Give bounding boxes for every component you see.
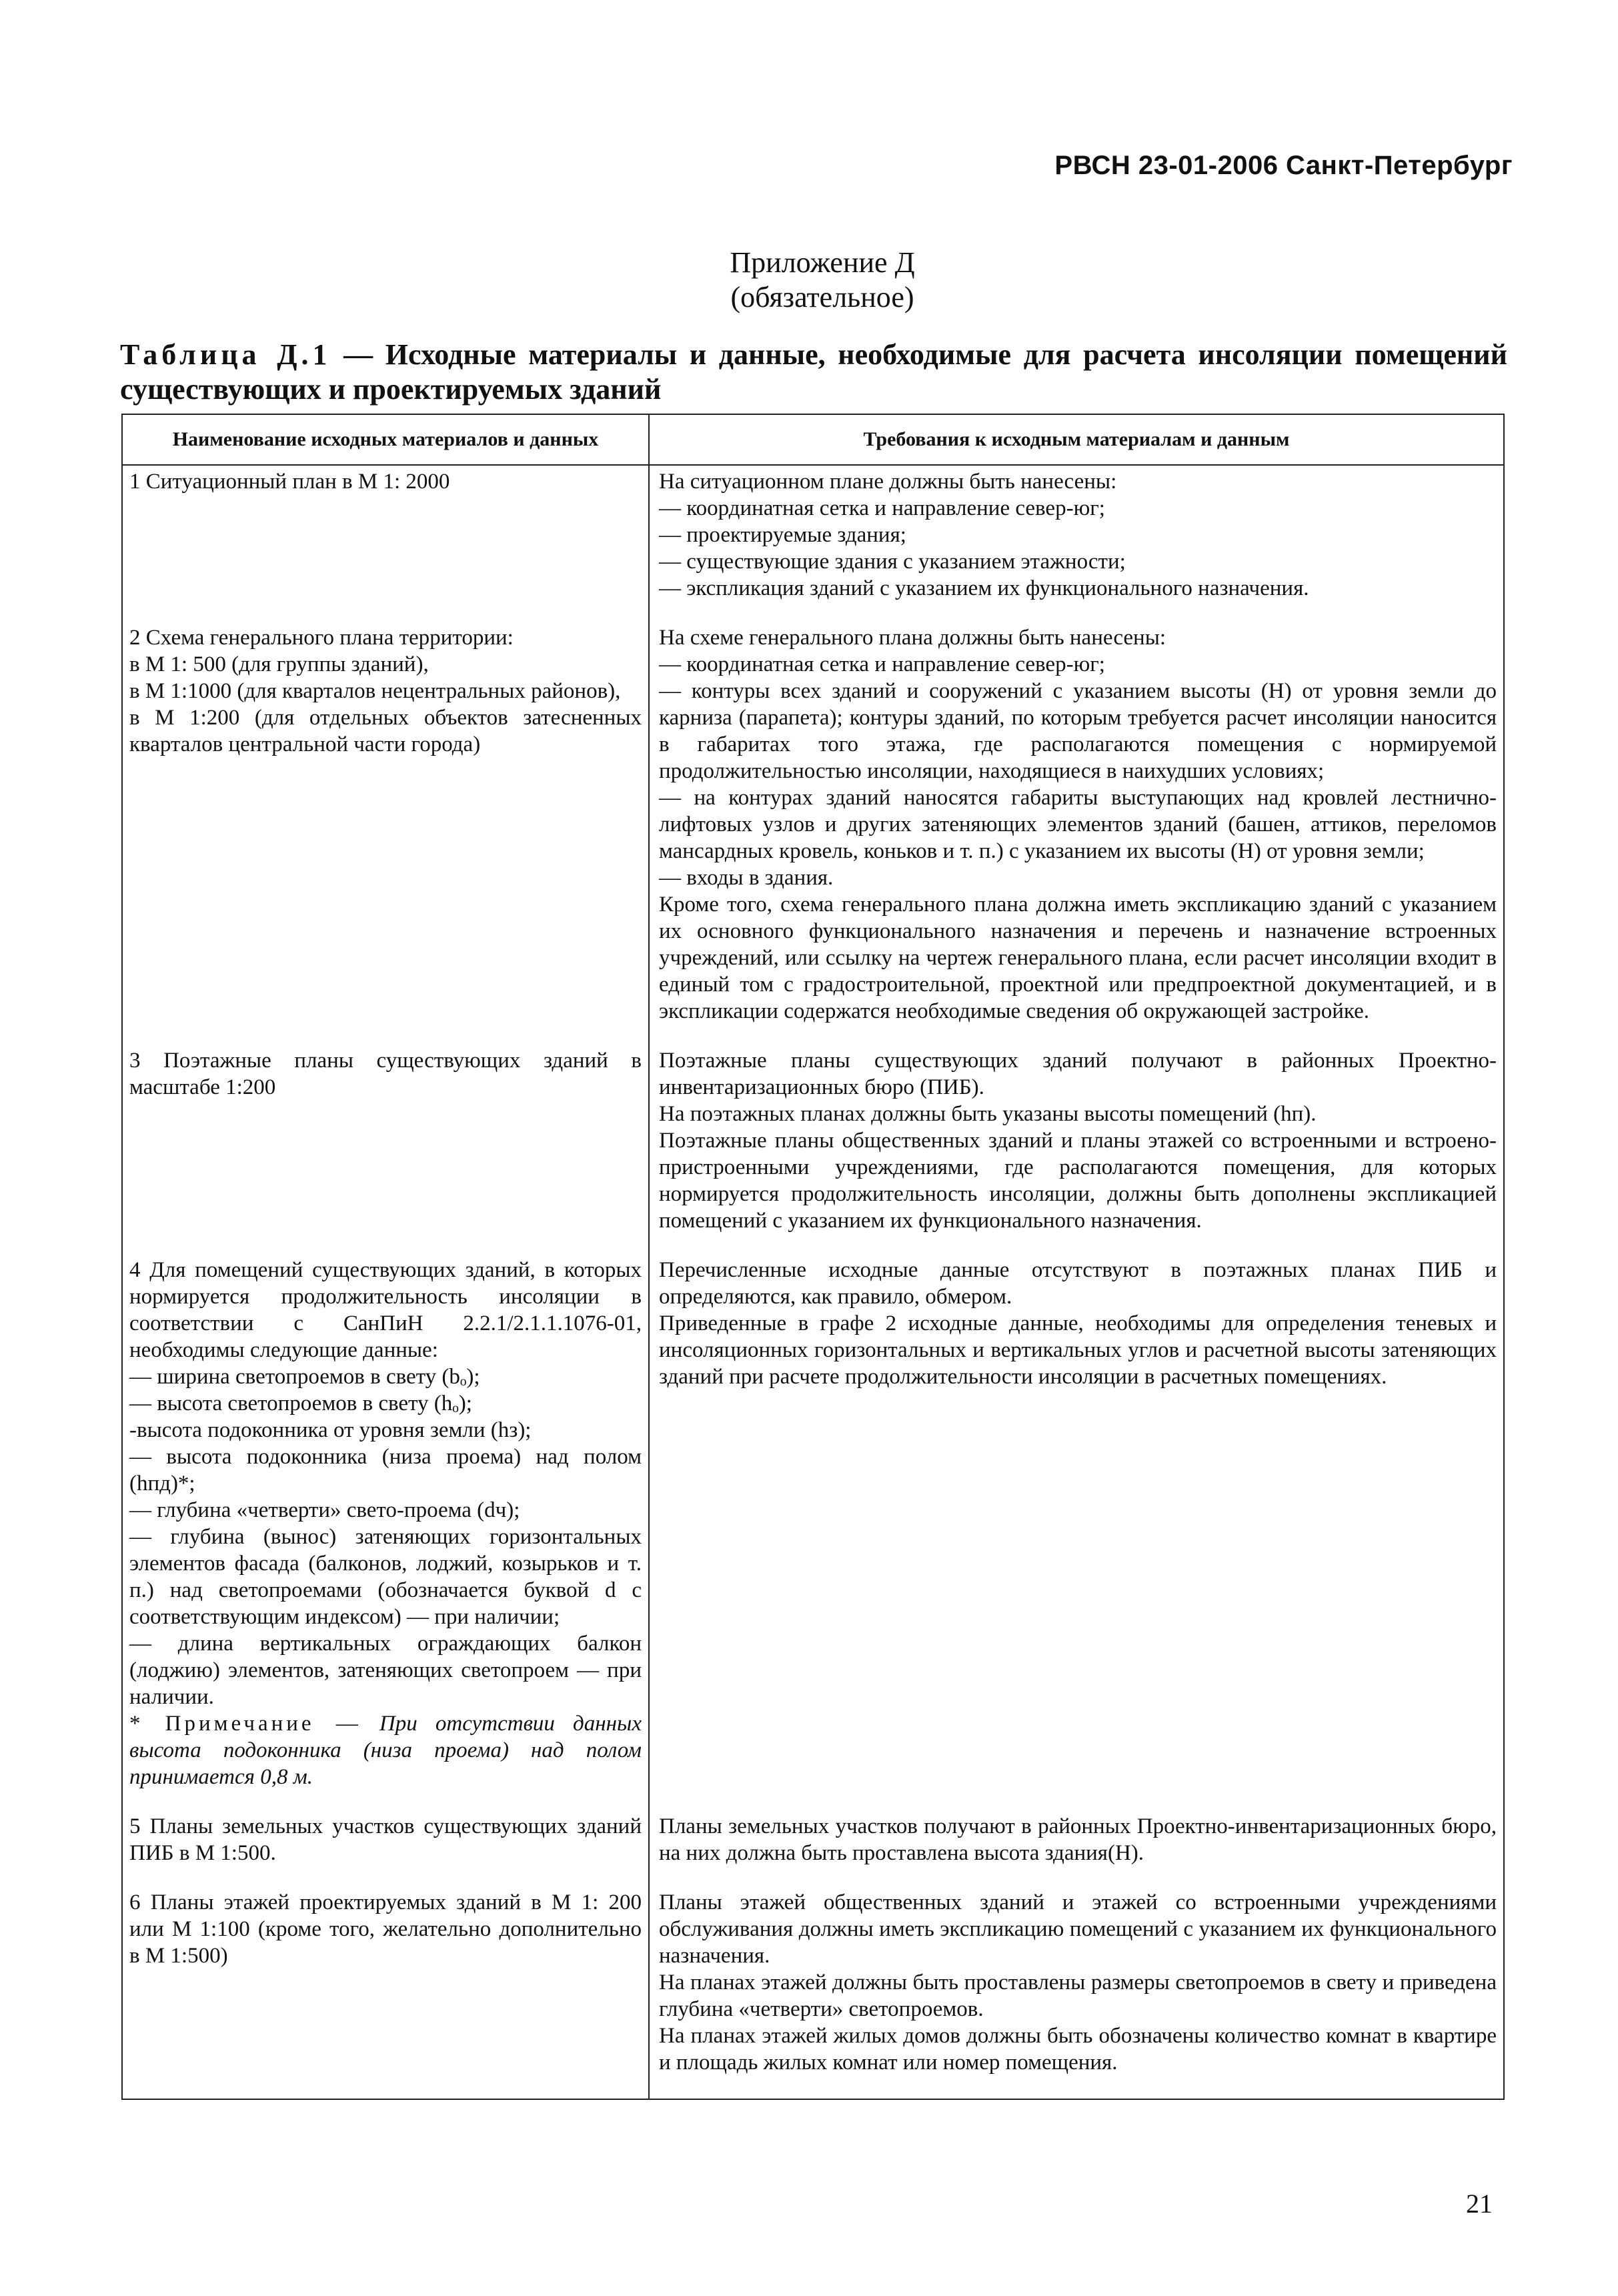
table-row (122, 1257, 1504, 1813)
table-row (122, 1889, 1504, 2099)
cell-text: — длина вертикальных ограждающих балкон (лоджию) элементов, затеняющих светопроем — при наличии. (129, 1632, 642, 1709)
table-row (122, 624, 1504, 1047)
requirements-table (121, 414, 1505, 2100)
cell-text: Кроме того, схема генерального плана должна иметь экспликацию зданий с указанием их основного функционального назначения и перечень и назначение встроенных учреждений, или ссылку на чертеж генерального плана, если расчет инсоляции входит в единый том с градостроительной, проектной или предпроектной документацией, и в экспликации содержатся необходимые сведения об окружающей застройке. (659, 893, 1497, 1023)
table-cell-requirements (649, 1889, 1504, 2099)
note-label: * Примечание — (129, 1712, 361, 1736)
document-code-header: РВСН 23-01-2006 Санкт-Петербург (1054, 151, 1513, 180)
table-cell-materials (122, 1047, 649, 1257)
table-cell-requirements (649, 1813, 1504, 1889)
cell-text: 4 Для помещений существующих зданий, в которых нормируется продолжительность инсоляции в соответствии с СанПиН 2.2.1/2.1.1.1076-01, необходимы следующие данные: (129, 1258, 642, 1362)
column-header-materials: Наименование исходных материалов и данных (122, 414, 649, 465)
cell-text: — глубина «четверти» свето-проема (dч); (129, 1498, 520, 1522)
table-row (122, 1047, 1504, 1257)
cell-text: — высота подоконника (низа проема) над полом (hпд)*; (129, 1445, 642, 1496)
cell-text: Планы земельных участков получают в районных Проектно-инвентаризационных бюро, на них должна быть проставлена высота здания(Н). (659, 1814, 1497, 1865)
table-cell-materials (122, 1889, 649, 2099)
appendix-title: Приложение Д (730, 246, 915, 279)
cell-text: На поэтажных планах должны быть указаны высоты помещений (hп). (659, 1102, 1317, 1126)
cell-text: Поэтажные планы существующих зданий получают в районных Проектно-инвентаризационных бюро (ПИБ). (659, 1049, 1497, 1099)
cell-text: в М 1: 500 (для группы зданий), (129, 652, 429, 676)
cell-text: — ширина светопроемов в свету (bₒ); (129, 1365, 480, 1389)
cell-text: Перечисленные исходные данные отсутствуют в поэтажных планах ПИБ и определяются, как правило, обмером. (659, 1258, 1497, 1309)
appendix-status: (обязательное) (730, 281, 914, 314)
cell-text: — проектируемые здания; (659, 523, 906, 547)
cell-text: — высота светопроемов в свету (hₒ); (129, 1391, 472, 1415)
column-header-requirements: Требования к исходным материалам и данным (649, 414, 1504, 465)
cell-text: На схеме генерального плана должны быть нанесены: (659, 626, 1166, 650)
table-caption (120, 338, 1507, 407)
cell-text: На планах этажей жилых домов должны быть обозначены количество комнат в квартире и площадь жилых комнат или номер помещения. (659, 2024, 1497, 2075)
cell-text: Приведенные в графе 2 исходные данные, необходимы для определения теневых и инсоляционных горизонтальных и вертикальных углов и расчетной высоты затеняющих зданий при расчете продолжительности инсоляции в расчетных помещениях. (659, 1311, 1497, 1389)
cell-text: 2 Схема генерального плана территории: (129, 626, 514, 650)
cell-text: — на контурах зданий наносятся габариты выступающих над кровлей лестнично-лифтовых узлов и других затеняющих элементов зданий (башен, аттиков, переломов мансардных кровель, коньков и т. п.) с указанием их высоты (Н) от уровня земли; (659, 786, 1497, 863)
cell-text: 3 Поэтажные планы существующих зданий в масштабе 1:200 (129, 1049, 642, 1099)
table-cell-requirements (649, 465, 1504, 624)
table-cell-requirements (649, 624, 1504, 1047)
cell-text: 1 Ситуационный план в М 1: 2000 (129, 470, 450, 494)
note-text: При отсутствии данных высота подоконника (низа проема) над полом принимается 0,8 м. (129, 1712, 642, 1789)
table-caption-text: — Исходные материалы и данные, необходимые для расчета инсоляции помещений существующих и проектируемых зданий (120, 338, 1507, 406)
table-cell-materials (122, 465, 649, 624)
cell-text: -высота подоконника от уровня земли (hз); (129, 1418, 532, 1442)
cell-text: 6 Планы этажей проектируемых зданий в М 1: 200 или М 1:100 (кроме того, желательно дополнительно в М 1:500) (129, 1890, 642, 1968)
cell-text: — контуры всех зданий и сооружений с указанием высоты (Н) от уровня земли до карниза (парапета); контуры зданий, по которым требуется расчет инсоляции наносится в габаритах того этажа, где располагаются помещения с нормируемой продолжительностью инсоляции, находящиеся в наихудших условиях; (659, 679, 1497, 783)
cell-text: в М 1:200 (для отдельных объектов затесненных кварталов центральной части города) (129, 706, 642, 756)
table-row (122, 1813, 1504, 1889)
cell-text: На ситуационном плане должны быть нанесены: (659, 470, 1117, 494)
cell-text: Поэтажные планы общественных зданий и планы этажей со встроенными и встроено-пристроенными учреждениями, где располагаются помещения, для которых нормируется продолжительность инсоляции, должны быть дополнены экспликацией помещений с указанием их функционального назначения. (659, 1129, 1497, 1233)
cell-text: — координатная сетка и направление север-юг; (659, 652, 1105, 676)
cell-text: — экспликация зданий с указанием их функционального назначения. (659, 576, 1309, 600)
cell-text: — координатная сетка и направление север-юг; (659, 496, 1105, 520)
cell-text: Планы этажей общественных зданий и этажей со встроенными учреждениями обслуживания должны иметь экспликацию помещений с указанием их функционального назначения. (659, 1890, 1497, 1968)
cell-text: На планах этажей должны быть проставлены размеры светопроемов в свету и приведена глубина «четверти» светопроемов. (659, 1970, 1497, 2021)
cell-text: — существующие здания с указанием этажности; (659, 550, 1126, 574)
cell-text: в М 1:1000 (для кварталов нецентральных районов), (129, 679, 621, 703)
page-number: 21 (1466, 2189, 1493, 2219)
cell-text: 5 Планы земельных участков существующих зданий ПИБ в М 1:500. (129, 1814, 642, 1865)
appendix-heading (0, 245, 1618, 315)
table-caption-label: Таблица Д.1 (120, 338, 331, 371)
table-cell-materials (122, 1813, 649, 1889)
cell-text: — входы в здания. (659, 866, 834, 890)
table-cell-materials (122, 1257, 649, 1813)
cell-text: — глубина (вынос) затеняющих горизонтальных элементов фасада (балконов, лоджий, козырьков и т. п.) над светопроемами (обозначается буквой d с соответствующим индексом) — при наличии; (129, 1525, 642, 1629)
table-cell-requirements (649, 1257, 1504, 1813)
table-header-row (122, 414, 1504, 465)
table-cell-materials (122, 624, 649, 1047)
table-note (129, 1710, 642, 1790)
table-row (122, 465, 1504, 624)
table-cell-requirements (649, 1047, 1504, 1257)
